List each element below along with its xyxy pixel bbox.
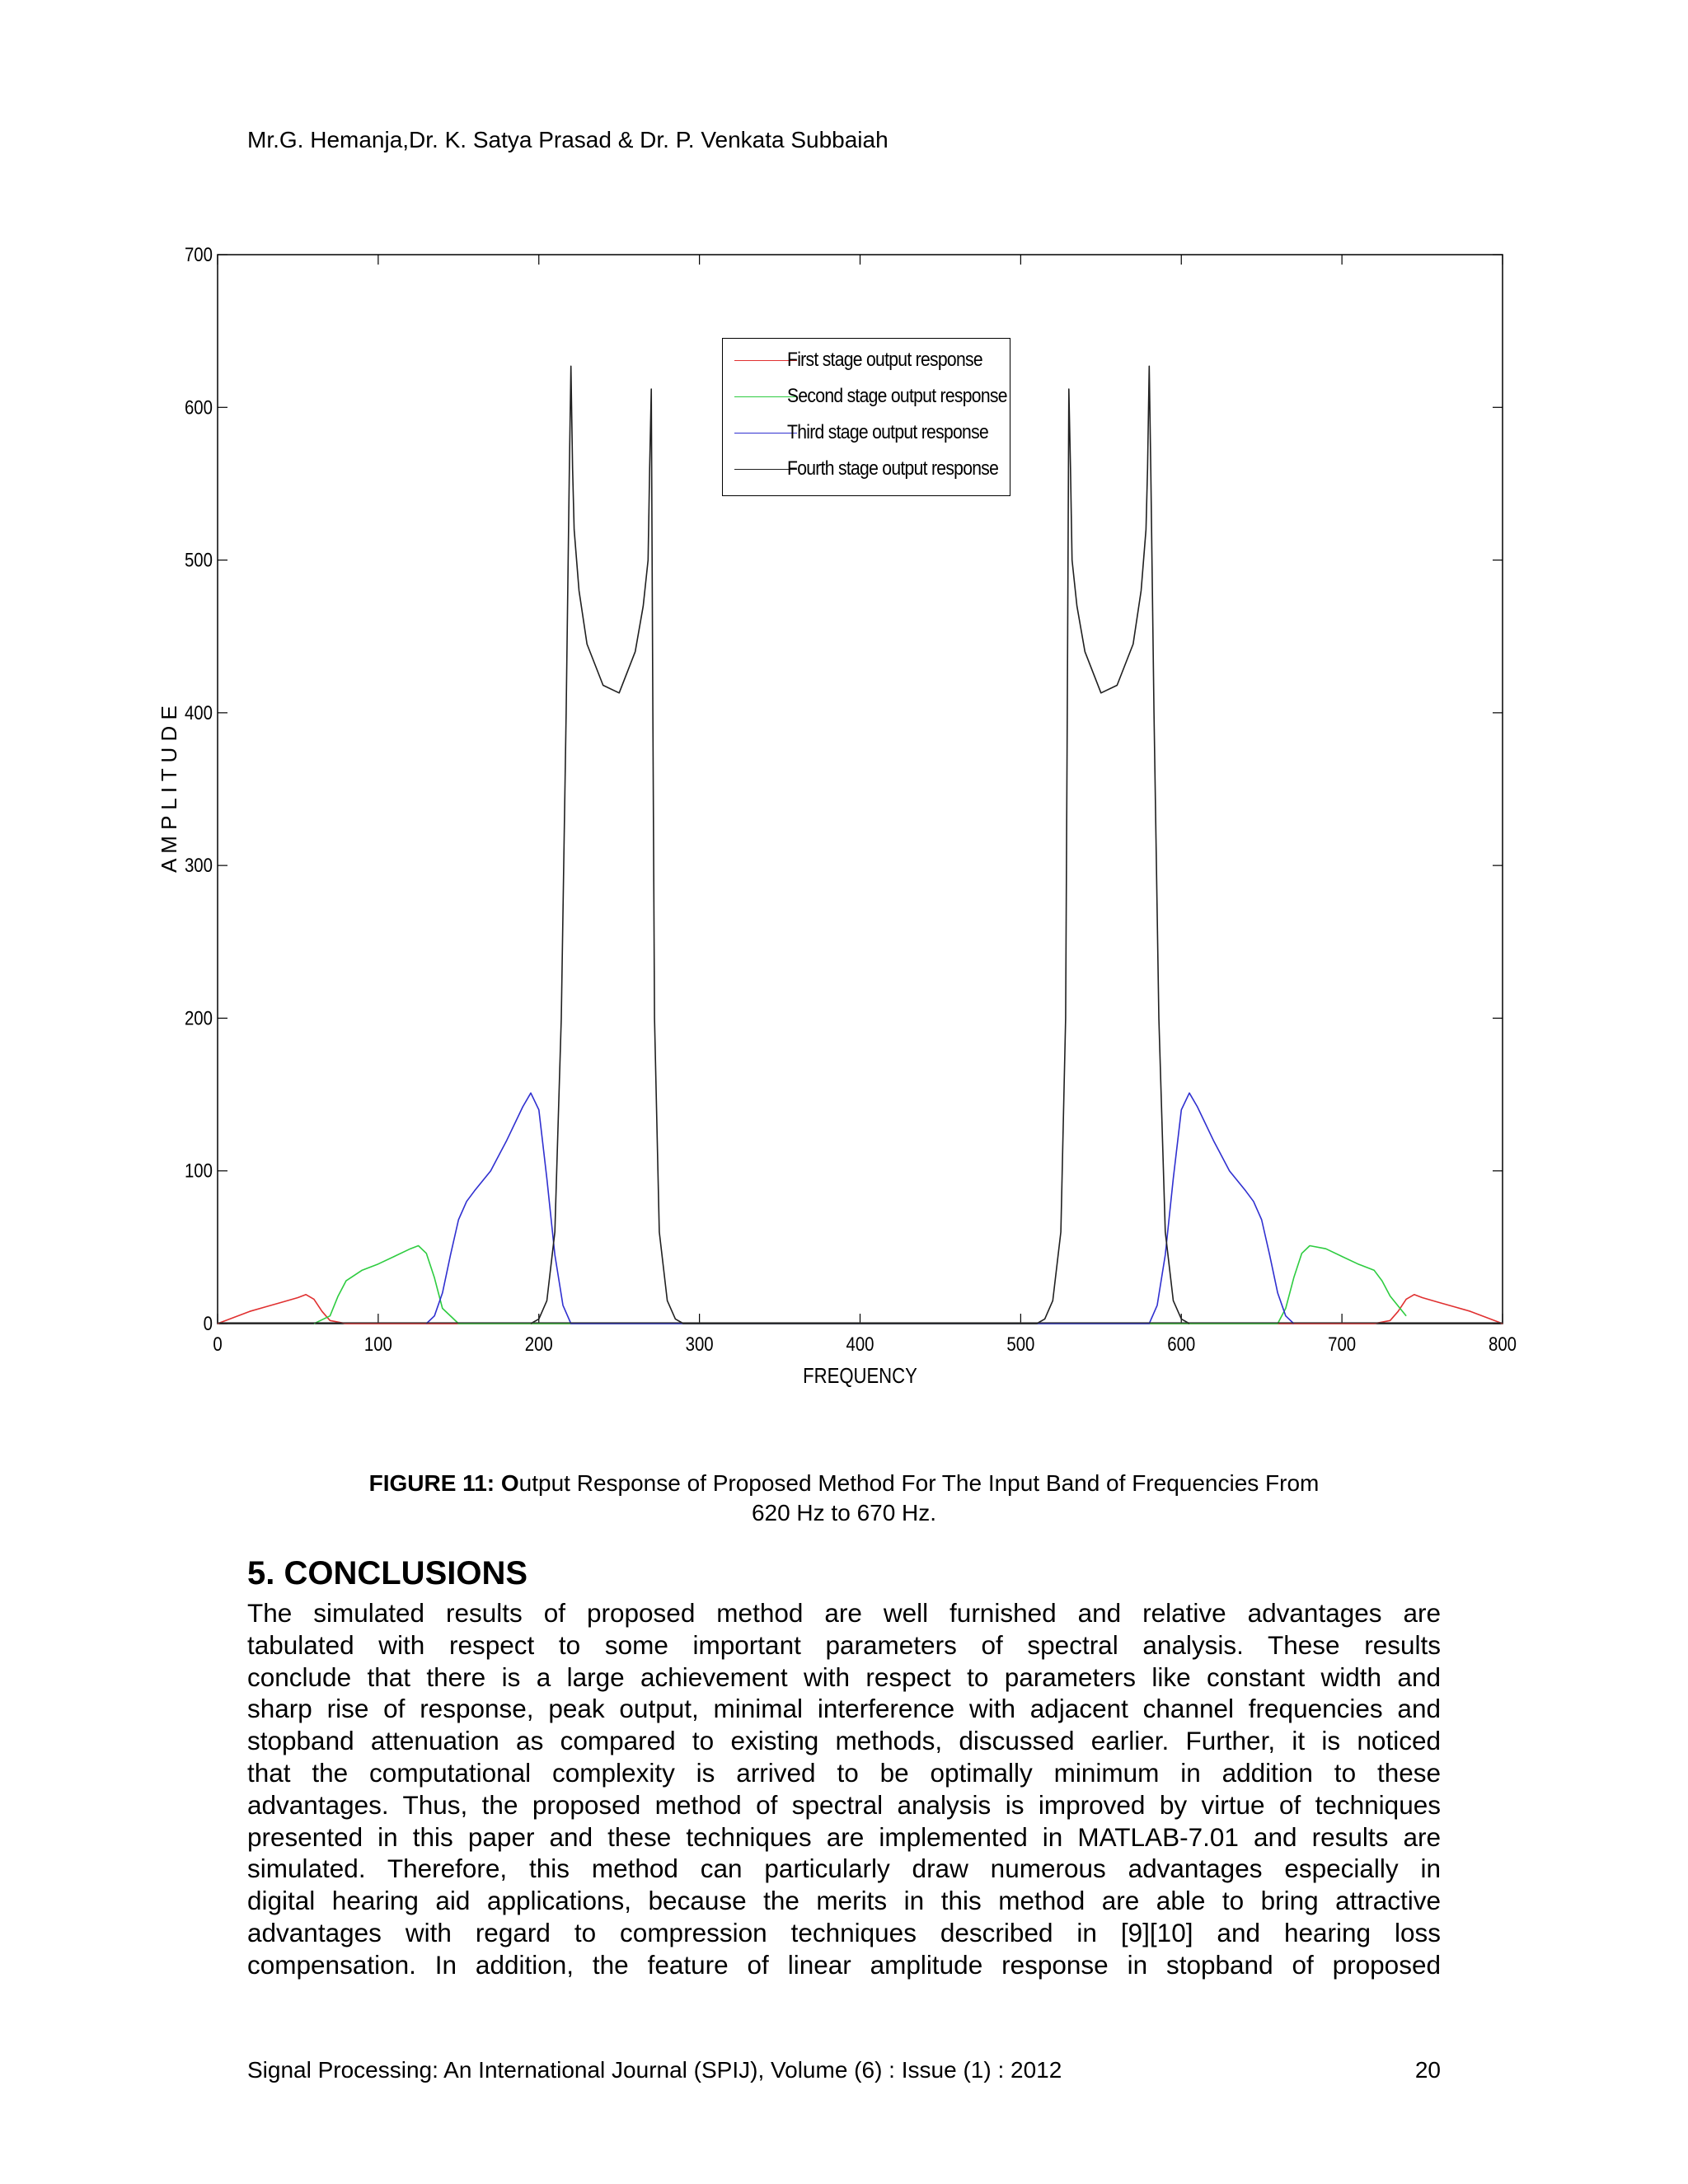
legend-label-fourth-stage: Fourth stage output response: [787, 457, 999, 480]
paragraph-line: that the computational complexity is arrived to be optimally minimum in addition to these: [247, 1757, 1441, 1788]
x-tick-label: 700: [1328, 1333, 1357, 1356]
conclusions-paragraph: [247, 1597, 1441, 1981]
caption-label: FIGURE 11: O: [368, 1470, 519, 1496]
y-tick-label: 100: [184, 1160, 213, 1183]
section-title: 5. CONCLUSIONS: [247, 1555, 528, 1591]
series-line-3: [426, 1093, 1293, 1324]
paragraph-line: digital hearing aid applications, because the merits in this method are able to bring attractive: [247, 1886, 1441, 1916]
paragraph-line: advantages with regard to compression techniques described in [9][10] and hearing loss: [247, 1917, 1441, 1947]
chart-legend: [722, 338, 1010, 496]
x-tick-label: 600: [1167, 1333, 1196, 1356]
x-tick-label: 400: [846, 1333, 874, 1356]
y-tick-label: 0: [203, 1312, 213, 1335]
x-axis-label: FREQUENCY: [803, 1364, 917, 1389]
x-tick-label: 100: [363, 1333, 392, 1356]
legend-item-second-stage: [723, 385, 1010, 410]
legend-label-first-stage: First stage output response: [787, 349, 982, 371]
paragraph-line: compensation. In addition, the feature of linear amplitude response in stopband of proposed: [247, 1949, 1441, 1980]
figure-caption: [247, 1469, 1441, 1528]
running-header: Mr.G. Hemanja,Dr. K. Satya Prasad & Dr. P. Venkata Subbaiah: [247, 127, 889, 152]
caption-text-line2: 620 Hz to 670 Hz.: [751, 1500, 937, 1526]
legend-item-fourth-stage: [723, 457, 1010, 482]
paragraph-line: simulated. Therefore, this method can particularly draw numerous advantages especially in: [247, 1854, 1441, 1884]
caption-text-line1: utput Response of Proposed Method For The Input Band of Frequencies From: [518, 1470, 1320, 1496]
x-tick-label: 500: [1006, 1333, 1035, 1356]
legend-label-second-stage: Second stage output response: [787, 385, 1007, 407]
paragraph-line: The simulated results of proposed method are well furnished and relative advantages are: [247, 1598, 1441, 1628]
legend-item-third-stage: [723, 421, 1010, 446]
series-line-4: [531, 366, 1189, 1324]
page-number: 20: [1414, 2057, 1441, 2083]
paragraph-line: presented in this paper and these techniques are implemented in MATLAB-7.01 and results are: [247, 1821, 1441, 1852]
series-line-2: [314, 1246, 1406, 1324]
x-tick-label: 300: [685, 1333, 714, 1356]
paragraph-line: tabulated with respect to some important parameters of spectral analysis. These results: [247, 1629, 1441, 1660]
legend-item-first-stage: [723, 349, 1010, 373]
x-tick-label: 800: [1488, 1333, 1517, 1356]
x-tick-label: 0: [213, 1333, 223, 1356]
paragraph-line: advantages. Thus, the proposed method of spectral analysis is improved by virtue of techniques: [247, 1789, 1441, 1820]
x-tick-label: 200: [524, 1333, 553, 1356]
paragraph-line: conclude that there is a large achievement with respect to parameters like constant width and: [247, 1661, 1441, 1692]
y-tick-label: 600: [184, 396, 213, 419]
y-tick-label: 700: [184, 243, 213, 266]
paragraph-line: sharp rise of response, peak output, minimal interference with adjacent channel frequencies and: [247, 1694, 1441, 1724]
y-axis-label: A M P L I T U D E: [157, 705, 181, 873]
legend-label-third-stage: Third stage output response: [787, 421, 988, 443]
footer-journal: Signal Processing: An International Journal (SPIJ), Volume (6) : Issue (1) : 2012: [247, 2057, 1062, 2083]
y-tick-label: 300: [184, 854, 213, 877]
y-tick-label: 400: [184, 701, 213, 724]
y-tick-label: 500: [184, 549, 213, 571]
paragraph-line: stopband attenuation as compared to existing methods, discussed earlier. Further, it is noticed: [247, 1726, 1441, 1756]
y-tick-label: 200: [184, 1006, 213, 1029]
